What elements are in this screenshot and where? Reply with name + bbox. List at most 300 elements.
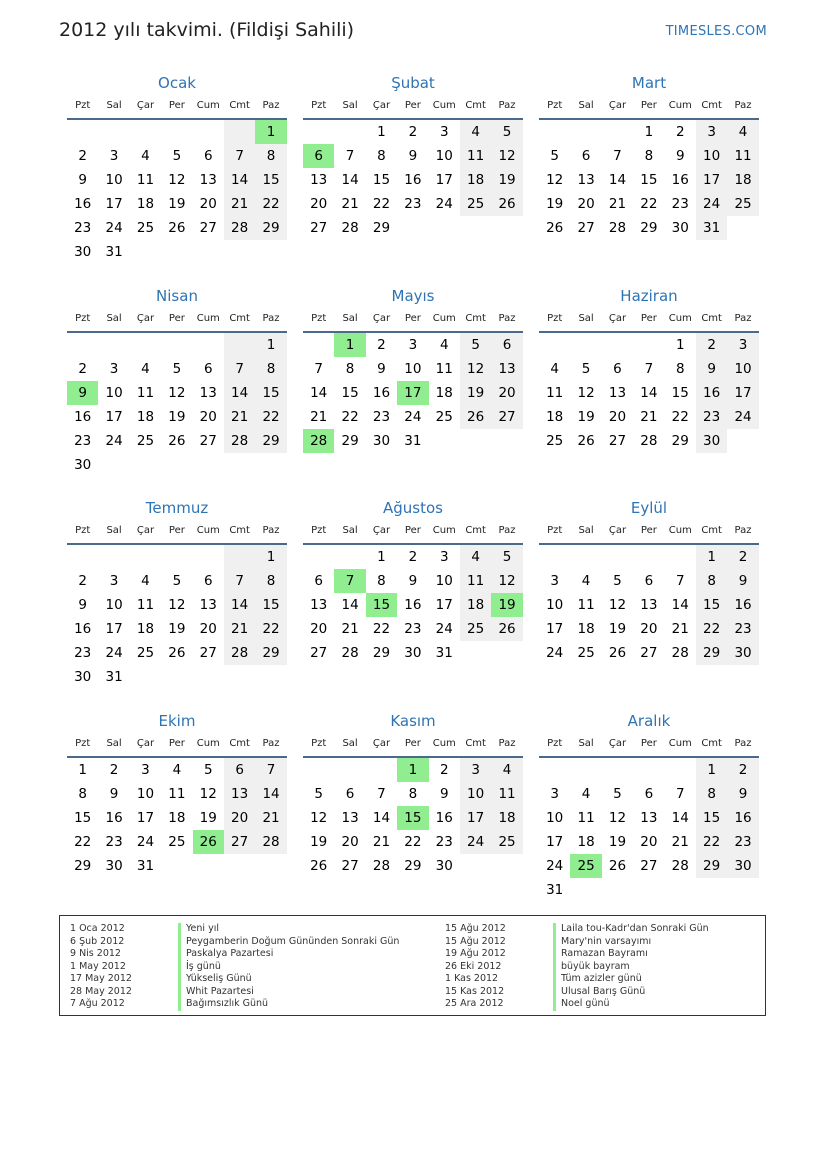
legend-holiday-name: Tüm azizler günü (553, 973, 642, 986)
day-cell: 2 (78, 148, 87, 164)
month-calendar (303, 710, 523, 878)
day-cell: 12 (608, 810, 627, 826)
day-cell: 14 (341, 172, 359, 188)
page-title: 2012 yılı takvimi. (Fildişi Sahili) (59, 19, 355, 41)
day-cell: 27 (199, 220, 217, 236)
day-grid (303, 333, 523, 453)
day-cell: 11 (435, 361, 453, 377)
day-cell: 29 (74, 858, 92, 874)
weekday-label: Cmt (701, 313, 722, 324)
weekday-label: Per (404, 313, 421, 324)
holiday-day-cell: 9 (67, 381, 98, 405)
day-cell: 16 (404, 172, 422, 188)
day-cell: 4 (141, 573, 150, 589)
day-cell: 24 (696, 192, 727, 216)
holiday-day-cell: 1 (255, 120, 286, 144)
day-cell: 7 (675, 573, 685, 589)
day-cell: 27 (341, 858, 359, 874)
day-cell: 26 (546, 220, 564, 236)
weekday-label: Paz (734, 738, 752, 749)
day-cell: 24 (546, 858, 564, 874)
day-cell: 6 (203, 361, 213, 377)
day-cell: 18 (577, 834, 595, 850)
weekday-label: Pzt (547, 525, 563, 536)
legend-holiday-name: Noel günü (553, 998, 610, 1011)
day-cell: 16 (74, 196, 92, 212)
weekday-label: Per (404, 525, 421, 536)
day-cell: 5 (613, 786, 622, 802)
day-cell: 15 (255, 381, 286, 405)
day-cell: 19 (546, 196, 564, 212)
weekday-label: Cmt (229, 313, 250, 324)
day-cell: 18 (546, 409, 564, 425)
weekday-header (539, 94, 759, 120)
day-cell: 31 (105, 244, 123, 260)
day-cell: 24 (460, 830, 491, 854)
day-cell: 22 (74, 834, 92, 850)
day-cell: 25 (435, 409, 453, 425)
empty-cell (570, 333, 601, 357)
day-cell: 29 (640, 220, 658, 236)
day-cell: 20 (491, 381, 522, 405)
month-calendar (67, 285, 287, 477)
day-cell: 31 (404, 433, 422, 449)
weekday-label: Çar (136, 313, 155, 324)
weekday-label: Çar (372, 738, 391, 749)
weekday-label: Çar (608, 738, 627, 749)
day-cell: 17 (105, 621, 123, 637)
day-cell: 26 (491, 617, 522, 641)
day-cell: 26 (491, 192, 522, 216)
weekday-label: Paz (498, 525, 516, 536)
day-grid (67, 545, 287, 689)
day-cell: 22 (255, 192, 286, 216)
day-cell: 14 (341, 597, 359, 613)
weekday-label: Cum (196, 525, 220, 536)
day-cell: 12 (546, 172, 564, 188)
day-cell: 4 (172, 762, 182, 778)
holiday-day-cell: 25 (570, 854, 601, 878)
empty-cell (161, 120, 192, 144)
day-cell: 28 (341, 645, 359, 661)
day-cell: 2 (727, 545, 758, 569)
day-cell: 18 (136, 196, 155, 212)
day-cell: 16 (404, 597, 422, 613)
legend-holiday-name: Whit Pazartesi (178, 986, 254, 999)
weekday-label: Cmt (229, 525, 250, 536)
day-cell: 3 (460, 758, 491, 782)
weekday-label: Per (168, 100, 185, 111)
empty-cell (334, 120, 365, 144)
day-cell: 26 (460, 405, 491, 429)
day-cell: 10 (460, 782, 491, 806)
day-cell: 25 (168, 834, 186, 850)
legend-holiday-name: İş günü (178, 961, 221, 974)
day-cell: 3 (550, 573, 559, 589)
empty-cell (665, 758, 696, 782)
day-cell: 22 (404, 834, 422, 850)
day-cell: 30 (74, 669, 92, 685)
day-cell: 6 (345, 786, 355, 802)
month-name: Ağustos (383, 499, 443, 517)
day-cell: 27 (199, 645, 217, 661)
day-cell: 9 (439, 786, 449, 802)
day-cell: 12 (199, 786, 217, 802)
day-cell: 25 (727, 192, 758, 216)
legend-date: 17 May 2012 (70, 973, 132, 984)
day-grid (303, 545, 523, 665)
day-cell: 19 (168, 409, 186, 425)
weekday-label: Paz (262, 100, 280, 111)
day-cell: 8 (644, 148, 654, 164)
day-cell: 6 (644, 786, 654, 802)
day-cell: 17 (696, 168, 727, 192)
weekday-label: Sal (106, 738, 122, 749)
day-cell: 9 (408, 148, 418, 164)
month-name: Haziran (620, 287, 678, 305)
day-cell: 16 (435, 810, 453, 826)
legend-holiday-name: Yeni yıl (178, 923, 219, 936)
day-cell: 10 (136, 786, 155, 802)
empty-cell (539, 758, 570, 782)
day-cell: 7 (345, 148, 355, 164)
day-cell: 9 (696, 357, 727, 381)
day-cell: 10 (435, 148, 453, 164)
weekday-label: Per (640, 525, 657, 536)
site-link[interactable]: TIMESLES.COM (665, 24, 767, 39)
day-cell: 24 (404, 409, 422, 425)
day-cell: 23 (435, 834, 453, 850)
weekday-label: Pzt (311, 313, 327, 324)
empty-cell (67, 545, 98, 569)
day-cell: 28 (372, 858, 391, 874)
day-cell: 27 (224, 830, 255, 854)
day-cell: 11 (577, 597, 595, 613)
day-cell: 16 (727, 593, 758, 617)
day-cell: 31 (546, 882, 564, 898)
legend-holiday-name: Ulusal Barış Günü (553, 986, 645, 999)
day-cell: 5 (172, 148, 182, 164)
weekday-label: Per (640, 738, 657, 749)
day-cell: 11 (546, 385, 564, 401)
weekday-label: Cum (196, 738, 220, 749)
day-cell: 4 (439, 337, 449, 353)
day-cell: 23 (372, 409, 391, 425)
day-cell: 3 (439, 549, 449, 565)
day-cell: 18 (168, 810, 186, 826)
day-cell: 20 (640, 834, 658, 850)
day-cell: 28 (224, 429, 255, 453)
empty-cell (303, 333, 334, 357)
holiday-day-cell: 28 (303, 429, 334, 453)
day-cell: 27 (608, 433, 627, 449)
weekday-label: Cum (432, 738, 456, 749)
day-grid (303, 120, 523, 240)
weekday-label: Paz (262, 738, 280, 749)
weekday-label: Sal (578, 100, 594, 111)
empty-cell (539, 333, 570, 357)
day-cell: 1 (675, 337, 685, 353)
holiday-day-cell: 15 (366, 593, 397, 617)
weekday-label: Çar (608, 313, 627, 324)
day-cell: 4 (460, 545, 491, 569)
day-cell: 11 (168, 786, 186, 802)
day-cell: 28 (224, 216, 255, 240)
day-cell: 6 (581, 148, 591, 164)
legend-date: 26 Eki 2012 (445, 960, 502, 972)
day-cell: 23 (671, 196, 689, 212)
empty-cell (602, 545, 633, 569)
weekday-label: Paz (262, 525, 280, 536)
day-cell: 18 (460, 168, 491, 192)
day-cell: 12 (460, 357, 491, 381)
day-cell: 13 (310, 597, 328, 613)
legend-holiday-name: Paskalya Pazartesi (178, 948, 273, 961)
weekday-label: Çar (372, 100, 391, 111)
month-name: Kasım (390, 712, 436, 730)
weekday-header (67, 732, 287, 758)
day-cell: 10 (105, 385, 123, 401)
weekday-label: Per (404, 738, 421, 749)
day-cell: 20 (310, 621, 328, 637)
weekday-label: Paz (734, 100, 752, 111)
weekday-label: Sal (342, 525, 358, 536)
day-grid (539, 333, 759, 453)
weekday-header (67, 307, 287, 333)
day-cell: 20 (199, 196, 217, 212)
day-cell: 13 (310, 172, 328, 188)
weekday-label: Cmt (465, 313, 486, 324)
day-cell: 2 (439, 762, 449, 778)
day-grid (539, 758, 759, 902)
weekday-label: Pzt (547, 100, 563, 111)
day-cell: 30 (74, 244, 92, 260)
day-cell: 21 (310, 409, 328, 425)
day-cell: 21 (640, 409, 658, 425)
empty-cell (67, 120, 98, 144)
weekday-label: Pzt (547, 738, 563, 749)
day-cell: 21 (341, 621, 359, 637)
day-cell: 5 (550, 148, 559, 164)
day-cell: 30 (671, 220, 689, 236)
day-cell: 28 (671, 858, 689, 874)
day-cell: 23 (74, 220, 92, 236)
day-cell: 8 (377, 148, 386, 164)
weekday-header (539, 519, 759, 545)
day-cell: 25 (577, 645, 595, 661)
day-cell: 10 (435, 573, 453, 589)
day-cell: 10 (105, 597, 123, 613)
legend-date: 15 Kas 2012 (445, 985, 505, 997)
day-cell: 14 (224, 381, 255, 405)
day-cell: 4 (550, 361, 559, 377)
day-cell: 15 (255, 593, 286, 617)
day-cell: 29 (341, 433, 359, 449)
day-cell: 1 (696, 758, 727, 782)
day-cell: 22 (255, 617, 286, 641)
day-cell: 27 (199, 433, 217, 449)
day-grid (67, 758, 287, 878)
day-cell: 31 (136, 858, 155, 874)
day-cell: 28 (255, 830, 286, 854)
day-cell: 22 (640, 196, 658, 212)
day-cell: 3 (727, 333, 758, 357)
day-cell: 21 (224, 405, 255, 429)
weekday-label: Paz (498, 100, 516, 111)
day-cell: 24 (136, 834, 155, 850)
day-cell: 10 (404, 361, 422, 377)
month-name: Ocak (158, 74, 196, 92)
day-cell: 17 (727, 381, 758, 405)
day-cell: 9 (727, 782, 758, 806)
day-cell: 2 (727, 758, 758, 782)
day-cell: 21 (255, 806, 286, 830)
weekday-label: Sal (342, 738, 358, 749)
day-cell: 15 (640, 172, 658, 188)
day-cell: 2 (78, 361, 87, 377)
day-cell: 26 (168, 645, 186, 661)
day-cell: 26 (577, 433, 595, 449)
day-cell: 20 (199, 409, 217, 425)
day-cell: 5 (460, 333, 491, 357)
empty-cell (665, 545, 696, 569)
day-cell: 1 (377, 124, 386, 140)
empty-cell (98, 120, 129, 144)
day-cell: 23 (404, 621, 422, 637)
month-calendar (67, 497, 287, 689)
day-cell: 20 (224, 806, 255, 830)
day-cell: 19 (168, 621, 186, 637)
month-name: Mart (631, 74, 667, 92)
day-cell: 14 (224, 168, 255, 192)
day-cell: 1 (78, 762, 87, 778)
empty-cell (303, 120, 334, 144)
day-cell: 13 (640, 597, 658, 613)
legend-date: 15 Ağu 2012 (445, 923, 506, 934)
legend-date: 19 Ağu 2012 (445, 948, 506, 959)
weekday-label: Pzt (311, 100, 327, 111)
day-cell: 22 (696, 617, 727, 641)
empty-cell (130, 545, 161, 569)
holiday-day-cell: 15 (397, 806, 428, 830)
empty-cell (130, 120, 161, 144)
day-cell: 8 (675, 361, 685, 377)
weekday-label: Pzt (75, 738, 91, 749)
day-cell: 11 (577, 810, 595, 826)
day-cell: 7 (224, 569, 255, 593)
empty-cell (98, 545, 129, 569)
holiday-legend (59, 915, 766, 1016)
holiday-day-cell: 1 (334, 333, 365, 357)
empty-cell (303, 545, 334, 569)
empty-cell (224, 120, 255, 144)
weekday-label: Cmt (465, 100, 486, 111)
day-cell: 30 (74, 457, 92, 473)
day-cell: 12 (491, 144, 522, 168)
weekday-label: Cmt (701, 738, 722, 749)
day-cell: 5 (172, 361, 182, 377)
day-cell: 14 (640, 385, 658, 401)
empty-cell (570, 545, 601, 569)
weekday-label: Cmt (229, 738, 250, 749)
weekday-label: Cum (432, 525, 456, 536)
weekday-label: Çar (608, 525, 627, 536)
day-cell: 20 (341, 834, 359, 850)
day-cell: 12 (491, 569, 522, 593)
empty-cell (539, 120, 570, 144)
day-cell: 28 (341, 220, 359, 236)
day-cell: 2 (377, 337, 386, 353)
weekday-label: Sal (106, 525, 122, 536)
holiday-day-cell: 6 (303, 144, 334, 168)
day-cell: 8 (255, 569, 286, 593)
day-cell: 29 (372, 220, 391, 236)
day-cell: 9 (78, 172, 87, 188)
month-name: Ekim (158, 712, 196, 730)
day-cell: 23 (696, 405, 727, 429)
weekday-label: Cum (668, 313, 692, 324)
legend-date: 6 Şub 2012 (70, 935, 125, 947)
day-cell: 17 (105, 196, 123, 212)
weekday-label: Sal (578, 738, 594, 749)
day-cell: 6 (613, 361, 622, 377)
weekday-label: Per (640, 313, 657, 324)
day-cell: 9 (109, 786, 119, 802)
empty-cell (602, 333, 633, 357)
day-cell: 20 (199, 621, 217, 637)
day-cell: 8 (255, 144, 286, 168)
month-calendar (539, 497, 759, 665)
month-calendar (67, 710, 287, 878)
weekday-header (67, 519, 287, 545)
day-cell: 27 (310, 220, 328, 236)
day-cell: 6 (224, 758, 255, 782)
day-cell: 23 (74, 433, 92, 449)
weekday-label: Paz (262, 313, 280, 324)
empty-cell (161, 333, 192, 357)
day-cell: 22 (255, 405, 286, 429)
day-cell: 12 (577, 385, 595, 401)
month-calendar (539, 710, 759, 902)
day-cell: 20 (640, 621, 658, 637)
day-cell: 14 (224, 593, 255, 617)
day-cell: 14 (671, 810, 689, 826)
weekday-header (67, 94, 287, 120)
weekday-header (303, 94, 523, 120)
day-cell: 23 (74, 645, 92, 661)
weekday-label: Cum (668, 525, 692, 536)
day-cell: 21 (372, 834, 391, 850)
day-cell: 11 (460, 144, 491, 168)
weekday-label: Per (404, 100, 421, 111)
weekday-header (303, 307, 523, 333)
day-cell: 4 (460, 120, 491, 144)
day-cell: 3 (550, 786, 559, 802)
day-cell: 19 (608, 621, 627, 637)
weekday-label: Cum (196, 313, 220, 324)
weekday-label: Pzt (75, 525, 91, 536)
weekday-label: Cmt (701, 100, 722, 111)
day-cell: 21 (341, 196, 359, 212)
day-grid (303, 758, 523, 878)
day-cell: 8 (696, 782, 727, 806)
weekday-label: Cmt (465, 738, 486, 749)
legend-holiday-name: Bağımsızlık Günü (178, 998, 268, 1011)
day-cell: 13 (640, 810, 658, 826)
day-cell: 22 (372, 621, 391, 637)
day-cell: 3 (696, 120, 727, 144)
day-cell: 21 (224, 192, 255, 216)
